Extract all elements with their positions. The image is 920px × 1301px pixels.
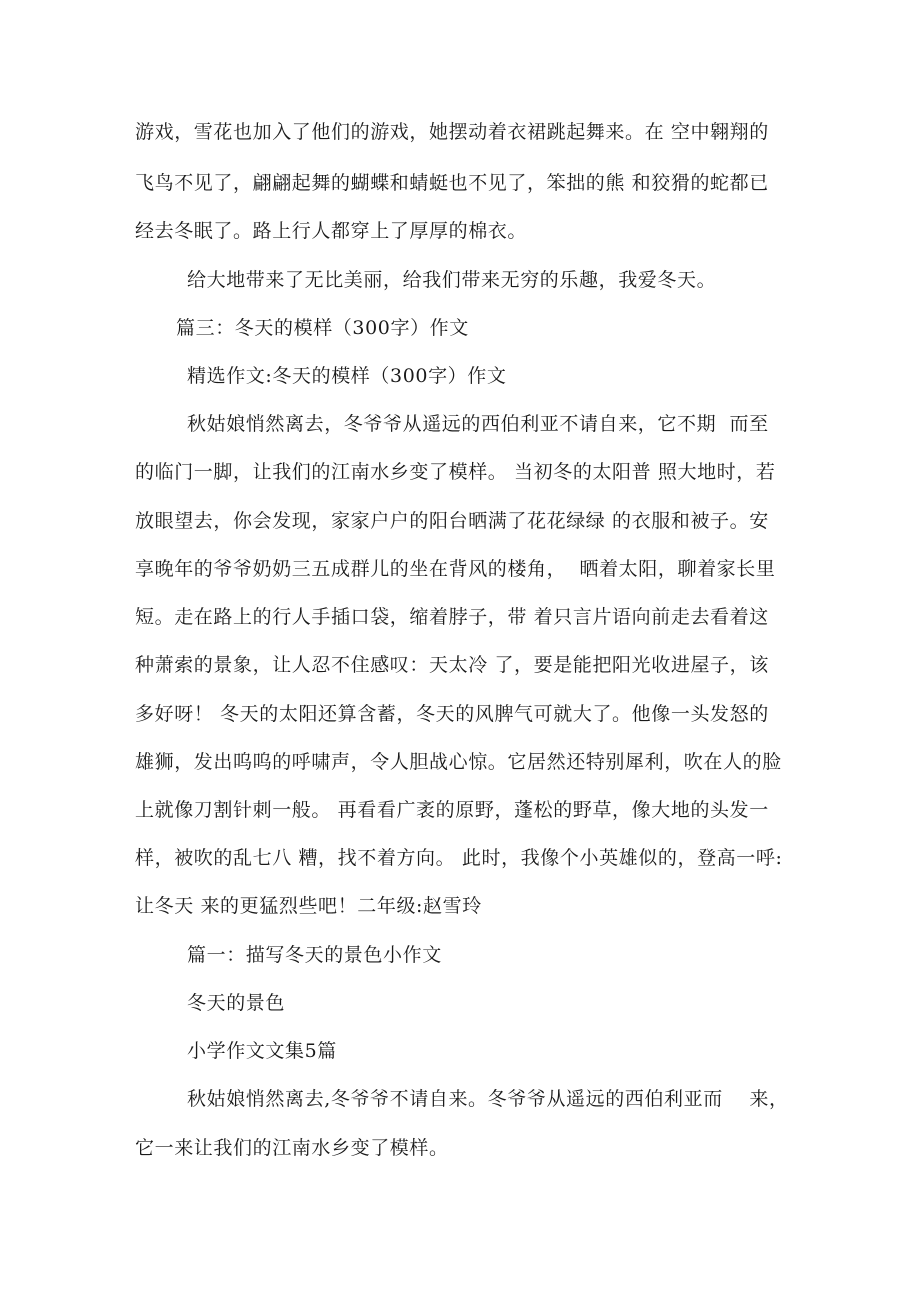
section-heading: 篇一：描写冬天的景色小作文 bbox=[187, 944, 442, 966]
paragraph-line: 种萧索的景象，让人忍不住感叹：天太冷 了，要是能把阳光收进屋子，该 bbox=[135, 654, 769, 676]
paragraph-line: 让冬天 来的更猛烈些吧！二年级:赵雪玲 bbox=[135, 895, 482, 917]
paragraph-line: 多好呀！ 冬天的太阳还算含蓄，冬天的风脾气可就大了。他像一头发怒的 bbox=[135, 703, 769, 725]
section-subheading: 冬天的景色 bbox=[187, 992, 286, 1014]
paragraph-line: 的临门一脚，让我们的江南水乡变了模样。 当初冬的太阳普 照大地时，若 bbox=[135, 461, 776, 483]
section-heading: 篇三：冬天的模样（300字）作文 bbox=[176, 317, 469, 339]
paragraph-line: 享晚年的爷爷奶奶三五成群儿的坐在背风的楼角， 晒着太阳，聊着家长里 bbox=[135, 558, 776, 580]
paragraph-line: 秋姑娘悄然离去，冬爷爷从遥远的西伯利亚不请自来，它不期 而至 bbox=[187, 413, 769, 435]
section-subheading: 小学作文文集5篇 bbox=[187, 1040, 337, 1062]
paragraph-line: 短。走在路上的行人手插口袋，缩着脖子，带 着只言片语向前走去看着这 bbox=[135, 606, 769, 628]
section-subheading: 精选作文:冬天的模样（300字）作文 bbox=[187, 365, 507, 387]
paragraph-line: 雄狮，发出呜呜的呼啸声，令人胆战心惊。它居然还特别犀利，吹在人的脸 bbox=[135, 751, 782, 773]
paragraph-line: 秋姑娘悄然离去,冬爷爷不请自来。冬爷爷从遥远的西伯利亚而 来， bbox=[187, 1088, 789, 1110]
paragraph-line: 上就像刀割针刺一般。 再看看广袤的原野，蓬松的野草，像大地的头发一 bbox=[135, 799, 769, 821]
paragraph-line: 飞鸟不见了，翩翩起舞的蝴蝶和蜻蜓也不见了，笨拙的熊 和狡猾的蛇都已 bbox=[135, 172, 769, 194]
paragraph-line: 它一来让我们的江南水乡变了模样。 bbox=[135, 1137, 449, 1159]
paragraph-line: 放眼望去，你会发现，家家户户的阳台晒满了花花绿绿 的衣服和被子。安 bbox=[135, 510, 769, 532]
paragraph-line: 样，被吹的乱七八 糟，找不着方向。 此时，我像个小英雄似的，登高一呼: bbox=[135, 847, 783, 869]
paragraph-line: 经去冬眠了。路上行人都穿上了厚厚的棉衣。 bbox=[135, 220, 528, 242]
paragraph-line: 游戏，雪花也加入了他们的游戏，她摆动着衣裙跳起舞来。在 空中翱翔的 bbox=[135, 121, 769, 143]
paragraph-line: 给大地带来了无比美丽，给我们带来无穷的乐趣，我爱冬天。 bbox=[187, 269, 717, 291]
